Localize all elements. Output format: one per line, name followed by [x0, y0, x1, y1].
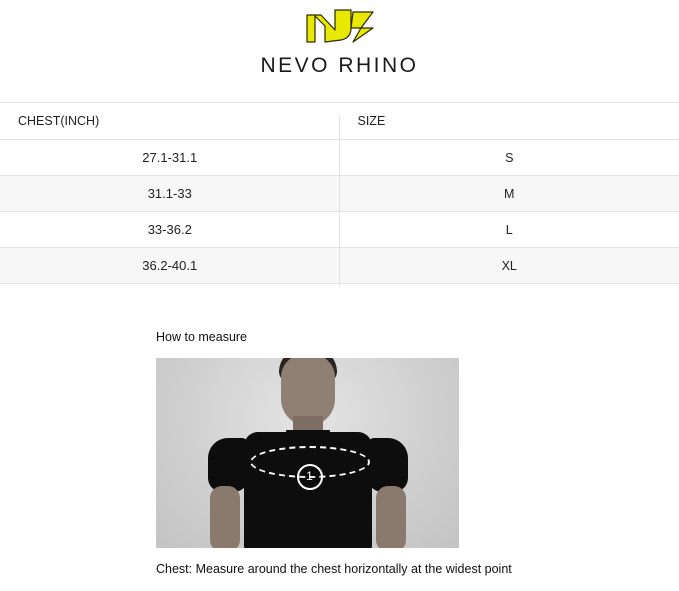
column-header-chest: CHEST(INCH) — [0, 103, 340, 140]
brand-header — [0, 0, 679, 78]
model-left-arm — [210, 486, 240, 548]
cell-size: S — [340, 140, 679, 176]
measure-illustration — [156, 358, 459, 548]
cell-chest: 33-36.2 — [0, 212, 340, 248]
cell-chest: 27.1-31.1 — [0, 140, 340, 176]
how-to-measure-section — [0, 330, 679, 576]
brand-name: NEVO RHINO — [260, 54, 419, 77]
cell-size: L — [340, 212, 679, 248]
tshirt-right-sleeve — [368, 438, 408, 492]
cell-chest: 31.1-33 — [0, 176, 340, 212]
model-right-arm — [376, 486, 406, 548]
nevo-rhino-logo-icon — [301, 8, 379, 44]
measure-step-badge: 1 — [297, 464, 323, 490]
cell-size: M — [340, 176, 679, 212]
tshirt-left-sleeve — [208, 438, 248, 492]
column-header-size: SIZE — [340, 103, 679, 140]
table-column-divider — [339, 115, 340, 287]
cell-chest: 36.2-40.1 — [0, 248, 340, 284]
how-to-measure-title: How to measure — [156, 330, 248, 344]
cell-size: XL — [340, 248, 679, 284]
measure-caption: Chest: Measure around the chest horizontally at the widest point — [156, 562, 512, 576]
